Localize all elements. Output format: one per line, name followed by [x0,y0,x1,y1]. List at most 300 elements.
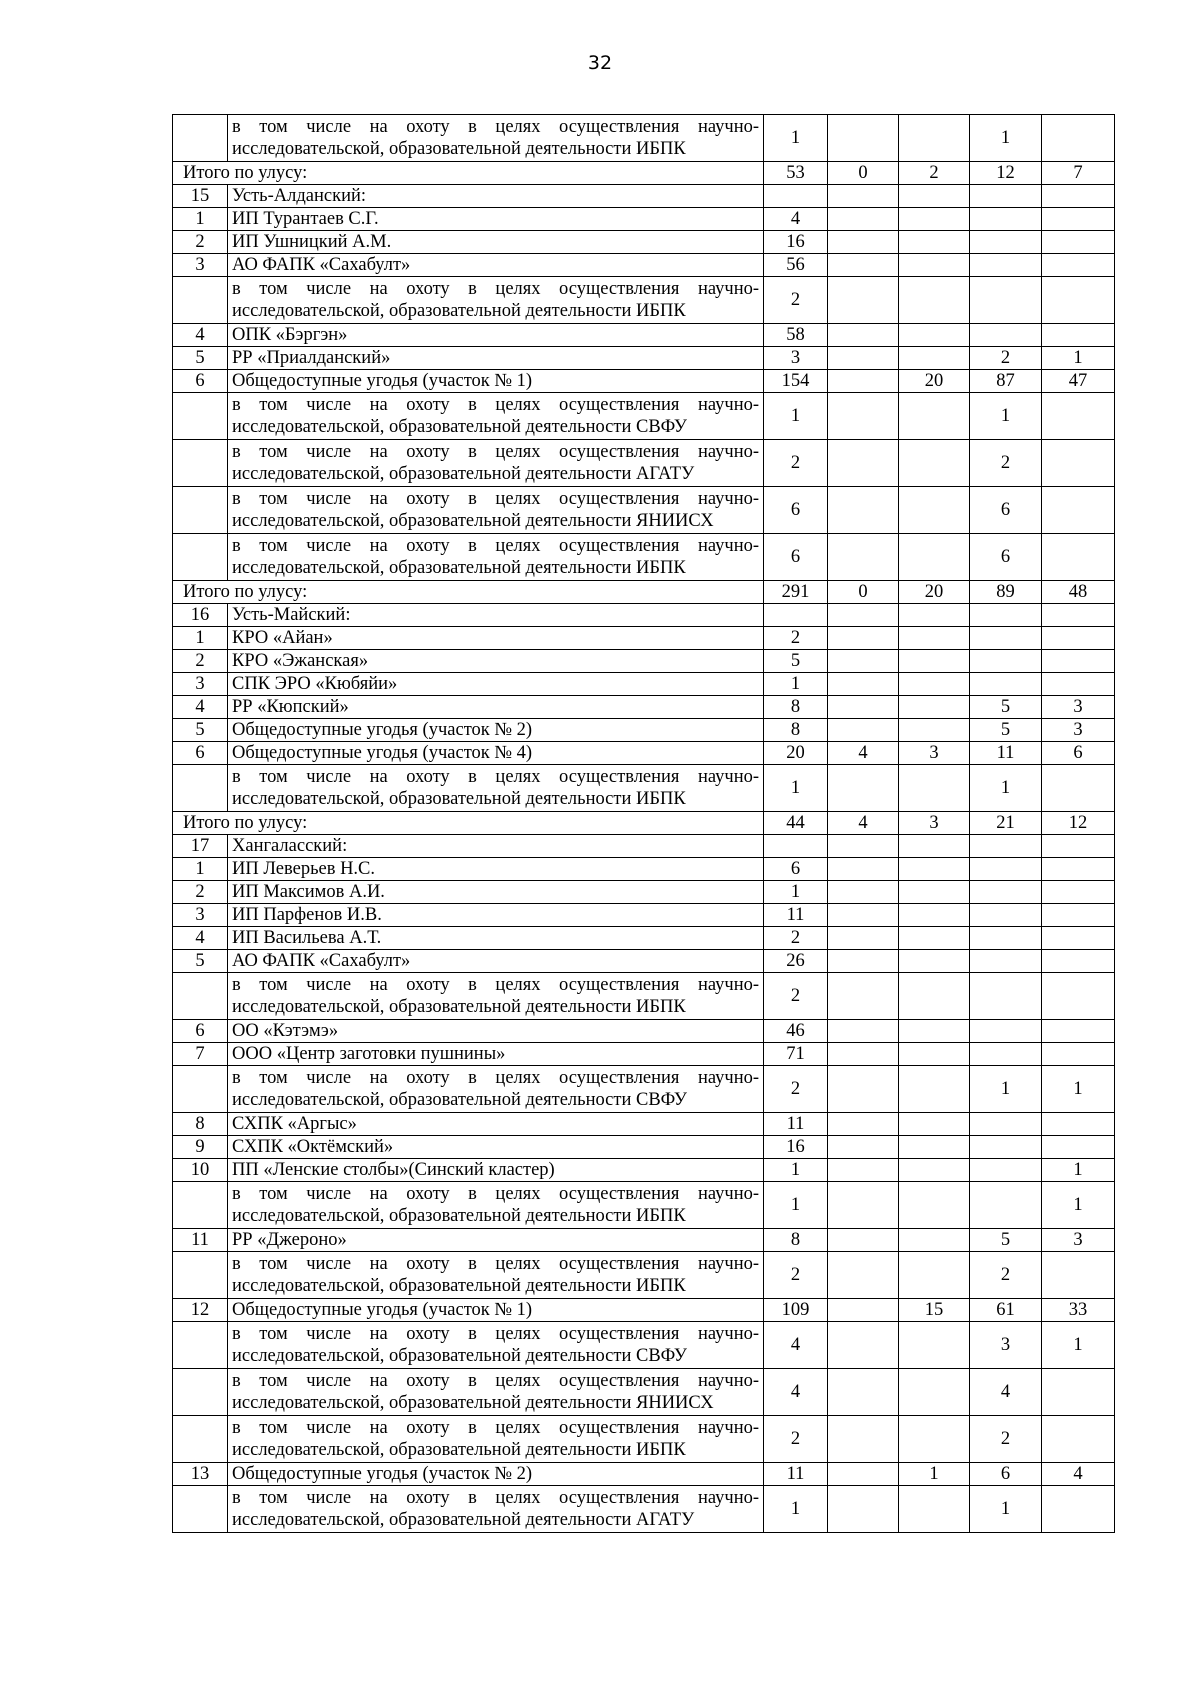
number-cell: 2 [173,231,228,254]
sub-row [173,973,1115,1020]
value-cell-c4: 2 [970,440,1042,487]
number-cell: 2 [173,650,228,673]
value-cell-c3 [899,650,970,673]
total-label-cell: Итого по улусу: [173,581,764,604]
value-cell-c4: 21 [970,812,1042,835]
value-cell-c2 [828,1322,899,1369]
value-cell-c3 [899,604,970,627]
sub-row [173,1066,1115,1113]
value-cell-c2 [828,1136,899,1159]
value-cell-c5 [1042,1113,1115,1136]
value-cell-c1: 53 [764,162,828,185]
value-cell-c1: 26 [764,950,828,973]
table-row [173,231,1115,254]
name-cell: СХПК «Аргыс» [228,1113,764,1136]
value-cell-c1: 6 [764,858,828,881]
value-cell-c5: 1 [1042,1066,1115,1113]
number-cell: 6 [173,370,228,393]
value-cell-c5 [1042,673,1115,696]
table-row [173,1113,1115,1136]
sub-row [173,765,1115,812]
number-cell [173,973,228,1020]
value-cell-c1: 8 [764,719,828,742]
table-row [173,1299,1115,1322]
value-cell-c2 [828,324,899,347]
value-cell-c1: 11 [764,1463,828,1486]
name-cell: ИП Максимов А.И. [228,881,764,904]
value-cell-c5 [1042,1020,1115,1043]
value-cell-c5 [1042,208,1115,231]
value-cell-c4 [970,1020,1042,1043]
value-cell-c5 [1042,973,1115,1020]
sub-row [173,1322,1115,1369]
value-cell-c3 [899,765,970,812]
value-cell-c1: 1 [764,881,828,904]
total-label-cell: Итого по улусу: [173,812,764,835]
value-cell-c4 [970,1159,1042,1182]
value-cell-c2 [828,927,899,950]
number-cell [173,1252,228,1299]
value-cell-c1: 8 [764,1229,828,1252]
value-cell-c1: 2 [764,973,828,1020]
value-cell-c4 [970,973,1042,1020]
total-row [173,162,1115,185]
name-cell: в том числе на охоту в целях осуществления научно-исследовательской, образовательной деятельности АГАТУ [228,1486,764,1533]
table-row [173,1043,1115,1066]
value-cell-c2 [828,1463,899,1486]
value-cell-c3 [899,231,970,254]
value-cell-c1: 1 [764,393,828,440]
value-cell-c3 [899,1182,970,1229]
value-cell-c1: 6 [764,487,828,534]
value-cell-c5 [1042,765,1115,812]
value-cell-c3 [899,858,970,881]
value-cell-c1: 1 [764,115,828,162]
number-cell [173,440,228,487]
number-cell: 5 [173,347,228,370]
value-cell-c5 [1042,950,1115,973]
name-cell: ПП «Ленские столбы»(Синский кластер) [228,1159,764,1182]
sub-row [173,1182,1115,1229]
value-cell-c3 [899,185,970,208]
total-label-cell: Итого по улусу: [173,162,764,185]
number-cell [173,1322,228,1369]
value-cell-c3 [899,973,970,1020]
value-cell-c3 [899,1369,970,1416]
value-cell-c3 [899,1066,970,1113]
value-cell-c2 [828,835,899,858]
value-cell-c5: 6 [1042,742,1115,765]
value-cell-c1: 4 [764,1369,828,1416]
value-cell-c1 [764,604,828,627]
number-cell: 16 [173,604,228,627]
number-cell: 11 [173,1229,228,1252]
number-cell: 6 [173,1020,228,1043]
value-cell-c1: 1 [764,1182,828,1229]
value-cell-c3 [899,1486,970,1533]
table-row [173,1136,1115,1159]
value-cell-c3 [899,1252,970,1299]
value-cell-c3 [899,881,970,904]
value-cell-c2: 4 [828,742,899,765]
value-cell-c1: 1 [764,765,828,812]
value-cell-c1: 5 [764,650,828,673]
number-cell: 4 [173,324,228,347]
value-cell-c2: 0 [828,162,899,185]
value-cell-c1: 1 [764,1486,828,1533]
value-cell-c4 [970,1113,1042,1136]
value-cell-c1: 109 [764,1299,828,1322]
value-cell-c1: 2 [764,1066,828,1113]
value-cell-c5: 47 [1042,370,1115,393]
sub-row [173,115,1115,162]
table-row [173,1463,1115,1486]
name-cell: РР «Приалданский» [228,347,764,370]
value-cell-c5: 12 [1042,812,1115,835]
value-cell-c2 [828,1159,899,1182]
name-cell: в том числе на охоту в целях осуществления научно-исследовательской, образовательной деятельности ЯНИИСХ [228,1369,764,1416]
value-cell-c3 [899,487,970,534]
value-cell-c4 [970,1182,1042,1229]
value-cell-c2 [828,1066,899,1113]
value-cell-c2 [828,1369,899,1416]
quota-table [172,114,1115,1533]
number-cell [173,1066,228,1113]
value-cell-c5 [1042,650,1115,673]
value-cell-c4: 5 [970,1229,1042,1252]
number-cell: 2 [173,881,228,904]
value-cell-c5 [1042,604,1115,627]
value-cell-c2 [828,370,899,393]
value-cell-c4: 6 [970,1463,1042,1486]
table-row [173,904,1115,927]
value-cell-c1: 2 [764,1416,828,1463]
value-cell-c4: 1 [970,765,1042,812]
value-cell-c3 [899,1229,970,1252]
value-cell-c4 [970,208,1042,231]
value-cell-c1: 58 [764,324,828,347]
value-cell-c2: 4 [828,812,899,835]
name-cell: ОО «Кэтэмэ» [228,1020,764,1043]
value-cell-c3: 2 [899,162,970,185]
number-cell: 1 [173,627,228,650]
value-cell-c2 [828,393,899,440]
number-cell: 8 [173,1113,228,1136]
number-cell: 3 [173,254,228,277]
value-cell-c4 [970,881,1042,904]
value-cell-c2 [828,1043,899,1066]
value-cell-c4 [970,185,1042,208]
value-cell-c3 [899,115,970,162]
value-cell-c5: 1 [1042,347,1115,370]
value-cell-c3 [899,950,970,973]
value-cell-c4: 5 [970,719,1042,742]
total-row [173,581,1115,604]
value-cell-c1 [764,835,828,858]
name-cell: Общедоступные угодья (участок № 2) [228,1463,764,1486]
table-row [173,604,1115,627]
value-cell-c5: 3 [1042,696,1115,719]
number-cell: 6 [173,742,228,765]
number-cell: 9 [173,1136,228,1159]
table-row [173,858,1115,881]
name-cell: СХПК «Октёмский» [228,1136,764,1159]
value-cell-c5: 48 [1042,581,1115,604]
number-cell: 3 [173,904,228,927]
name-cell: Усть-Майский: [228,604,764,627]
value-cell-c4 [970,858,1042,881]
value-cell-c5 [1042,487,1115,534]
value-cell-c2 [828,627,899,650]
value-cell-c3 [899,1159,970,1182]
value-cell-c2 [828,1252,899,1299]
table-row [173,835,1115,858]
name-cell: РР «Джероно» [228,1229,764,1252]
value-cell-c2 [828,950,899,973]
value-cell-c3 [899,719,970,742]
value-cell-c2 [828,1486,899,1533]
value-cell-c4 [970,324,1042,347]
name-cell: в том числе на охоту в целях осуществления научно-исследовательской, образовательной деятельности ИБПК [228,1182,764,1229]
table-row [173,950,1115,973]
value-cell-c3 [899,1043,970,1066]
value-cell-c5: 7 [1042,162,1115,185]
name-cell: в том числе на охоту в целях осуществления научно-исследовательской, образовательной деятельности ИБПК [228,973,764,1020]
value-cell-c2 [828,1416,899,1463]
value-cell-c1: 56 [764,254,828,277]
value-cell-c5: 1 [1042,1182,1115,1229]
sub-row [173,1252,1115,1299]
value-cell-c4 [970,277,1042,324]
value-cell-c2 [828,719,899,742]
value-cell-c5 [1042,1486,1115,1533]
value-cell-c5 [1042,1369,1115,1416]
name-cell: ОПК «Бэргэн» [228,324,764,347]
value-cell-c4 [970,1136,1042,1159]
value-cell-c2 [828,1229,899,1252]
value-cell-c2 [828,765,899,812]
number-cell: 12 [173,1299,228,1322]
value-cell-c5: 4 [1042,1463,1115,1486]
number-cell [173,115,228,162]
value-cell-c2 [828,881,899,904]
value-cell-c1: 20 [764,742,828,765]
value-cell-c1: 8 [764,696,828,719]
number-cell [173,1416,228,1463]
value-cell-c4 [970,254,1042,277]
value-cell-c4: 1 [970,1486,1042,1533]
value-cell-c4: 89 [970,581,1042,604]
value-cell-c1: 71 [764,1043,828,1066]
name-cell: в том числе на охоту в целях осуществления научно-исследовательской, образовательной деятельности СВФУ [228,1322,764,1369]
value-cell-c1: 11 [764,904,828,927]
table-body [173,115,1115,1533]
sub-row [173,1416,1115,1463]
value-cell-c2 [828,208,899,231]
number-cell: 4 [173,927,228,950]
name-cell: в том числе на охоту в целях осуществления научно-исследовательской, образовательной деятельности ИБПК [228,534,764,581]
value-cell-c2 [828,487,899,534]
name-cell: в том числе на охоту в целях осуществления научно-исследовательской, образовательной деятельности АГАТУ [228,440,764,487]
value-cell-c3: 20 [899,581,970,604]
number-cell [173,487,228,534]
value-cell-c3 [899,1322,970,1369]
value-cell-c2 [828,231,899,254]
value-cell-c3 [899,1136,970,1159]
name-cell: КРО «Эжанская» [228,650,764,673]
value-cell-c4: 61 [970,1299,1042,1322]
table-row [173,1159,1115,1182]
table-row [173,1229,1115,1252]
value-cell-c4 [970,927,1042,950]
number-cell: 5 [173,719,228,742]
value-cell-c1: 4 [764,1322,828,1369]
number-cell [173,277,228,324]
name-cell: в том числе на охоту в целях осуществления научно-исследовательской, образовательной деятельности ЯНИИСХ [228,487,764,534]
value-cell-c5 [1042,835,1115,858]
value-cell-c3 [899,393,970,440]
value-cell-c1: 6 [764,534,828,581]
value-cell-c5 [1042,440,1115,487]
total-row [173,812,1115,835]
name-cell: АО ФАПК «Сахабулт» [228,254,764,277]
name-cell: Общедоступные угодья (участок № 1) [228,370,764,393]
value-cell-c1: 44 [764,812,828,835]
value-cell-c2 [828,1020,899,1043]
value-cell-c3 [899,904,970,927]
value-cell-c4: 5 [970,696,1042,719]
value-cell-c3 [899,927,970,950]
value-cell-c4 [970,904,1042,927]
value-cell-c2 [828,1113,899,1136]
value-cell-c1: 154 [764,370,828,393]
name-cell: КРО «Айан» [228,627,764,650]
value-cell-c3 [899,277,970,324]
number-cell: 17 [173,835,228,858]
value-cell-c4: 1 [970,1066,1042,1113]
value-cell-c1: 2 [764,927,828,950]
number-cell: 10 [173,1159,228,1182]
value-cell-c1: 1 [764,673,828,696]
value-cell-c1: 3 [764,347,828,370]
value-cell-c5 [1042,393,1115,440]
value-cell-c3 [899,440,970,487]
name-cell: РР «Кюпский» [228,696,764,719]
value-cell-c4 [970,673,1042,696]
table-row [173,627,1115,650]
value-cell-c4: 12 [970,162,1042,185]
value-cell-c3: 1 [899,1463,970,1486]
table-row [173,673,1115,696]
value-cell-c3 [899,324,970,347]
value-cell-c2 [828,440,899,487]
value-cell-c2 [828,115,899,162]
number-cell: 3 [173,673,228,696]
value-cell-c3: 20 [899,370,970,393]
value-cell-c3 [899,696,970,719]
number-cell: 1 [173,858,228,881]
value-cell-c4: 3 [970,1322,1042,1369]
name-cell: Общедоступные угодья (участок № 1) [228,1299,764,1322]
value-cell-c4: 2 [970,347,1042,370]
table-row [173,185,1115,208]
sub-row [173,1486,1115,1533]
table-row [173,742,1115,765]
value-cell-c5 [1042,858,1115,881]
value-cell-c5: 33 [1042,1299,1115,1322]
value-cell-c3: 3 [899,812,970,835]
value-cell-c4: 6 [970,534,1042,581]
name-cell: АО ФАПК «Сахабулт» [228,950,764,973]
sub-row [173,487,1115,534]
name-cell: Общедоступные угодья (участок № 2) [228,719,764,742]
name-cell: Общедоступные угодья (участок № 4) [228,742,764,765]
name-cell: Усть-Алданский: [228,185,764,208]
value-cell-c5 [1042,1043,1115,1066]
value-cell-c5 [1042,115,1115,162]
value-cell-c2 [828,904,899,927]
value-cell-c3 [899,208,970,231]
value-cell-c2 [828,673,899,696]
value-cell-c5 [1042,881,1115,904]
value-cell-c2 [828,973,899,1020]
value-cell-c1: 1 [764,1159,828,1182]
value-cell-c5 [1042,1136,1115,1159]
name-cell: ИП Васильева А.Т. [228,927,764,950]
name-cell: в том числе на охоту в целях осуществления научно-исследовательской, образовательной деятельности ИБПК [228,765,764,812]
table-row [173,719,1115,742]
table-row [173,1020,1115,1043]
value-cell-c4: 6 [970,487,1042,534]
value-cell-c1: 16 [764,1136,828,1159]
value-cell-c1: 2 [764,1252,828,1299]
table-row [173,347,1115,370]
value-cell-c2 [828,1299,899,1322]
number-cell [173,393,228,440]
table-row [173,208,1115,231]
value-cell-c2 [828,185,899,208]
value-cell-c1: 2 [764,627,828,650]
value-cell-c2 [828,534,899,581]
value-cell-c1: 46 [764,1020,828,1043]
table-row [173,696,1115,719]
value-cell-c3 [899,1113,970,1136]
value-cell-c3: 3 [899,742,970,765]
value-cell-c5 [1042,231,1115,254]
value-cell-c4 [970,950,1042,973]
table-row [173,370,1115,393]
name-cell: Хангаласский: [228,835,764,858]
value-cell-c1: 16 [764,231,828,254]
value-cell-c3 [899,1020,970,1043]
value-cell-c3: 15 [899,1299,970,1322]
value-cell-c5: 3 [1042,719,1115,742]
name-cell: ИП Турантаев С.Г. [228,208,764,231]
number-cell: 15 [173,185,228,208]
value-cell-c4: 2 [970,1252,1042,1299]
value-cell-c3 [899,627,970,650]
number-cell [173,1182,228,1229]
value-cell-c5 [1042,324,1115,347]
sub-row [173,440,1115,487]
value-cell-c5 [1042,904,1115,927]
value-cell-c5 [1042,534,1115,581]
name-cell: в том числе на охоту в целях осуществления научно-исследовательской, образовательной деятельности ИБПК [228,115,764,162]
value-cell-c5 [1042,185,1115,208]
page-number: 32 [587,52,613,74]
value-cell-c2 [828,1182,899,1229]
value-cell-c4: 2 [970,1416,1042,1463]
